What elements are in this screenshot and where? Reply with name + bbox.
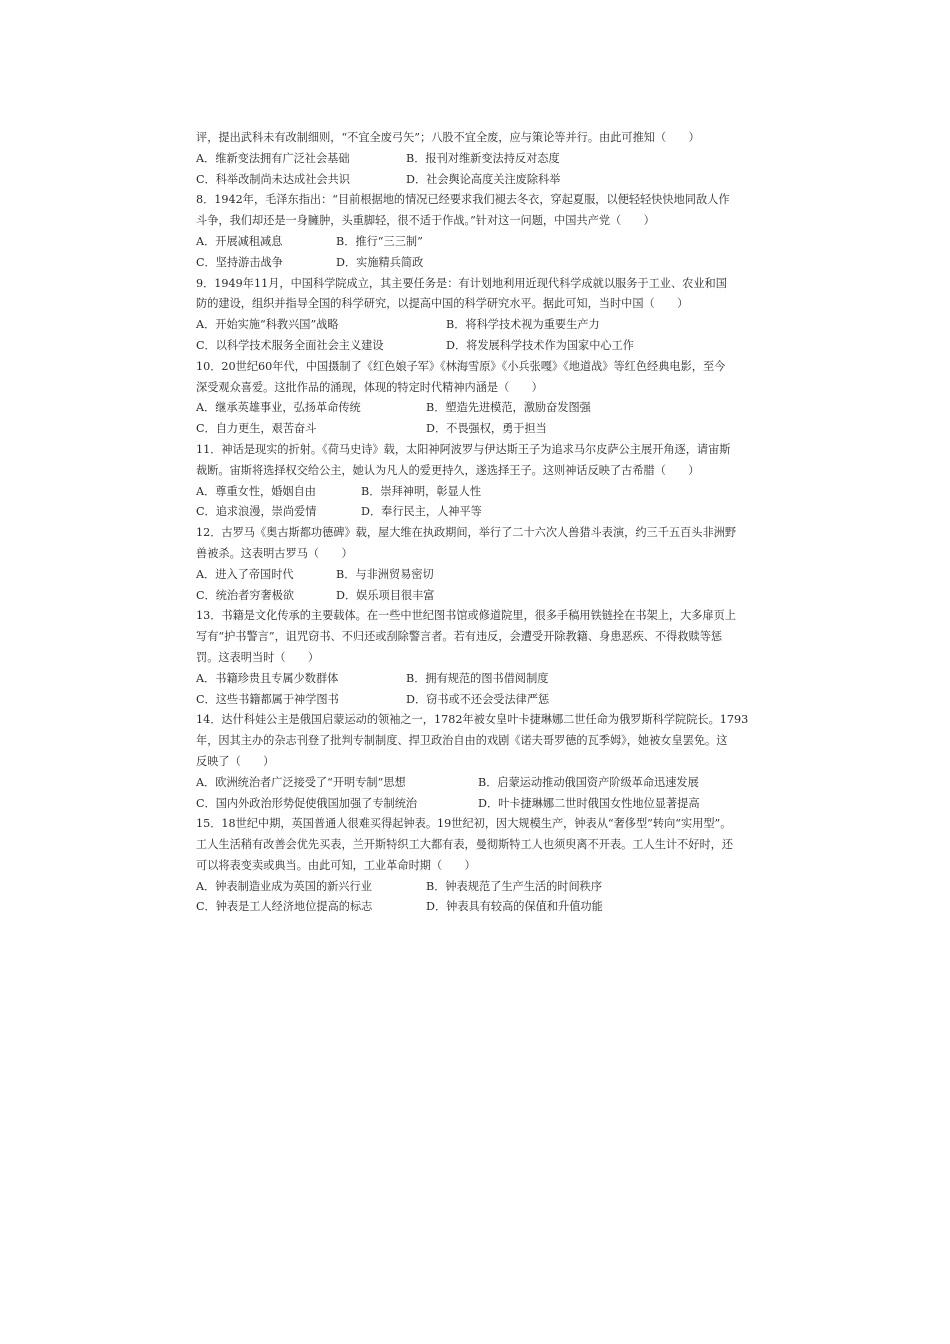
question-text-line: 兽被杀。这表明古罗马（ ） [196, 546, 353, 560]
options-row [196, 794, 756, 815]
question-text-line: 年，因其主办的杂志刊登了批判专制制度、捍卫政治自由的戏剧《诺夫哥罗德的瓦季姆》，她被女皇罢免。这 [196, 734, 728, 748]
options-row [196, 336, 756, 357]
question-text-line: 深受观众喜爱。这批作品的涌现，体现的特定时代精神内涵是（ ） [196, 380, 543, 394]
option-b: B．与非洲贸易密切 [336, 567, 434, 581]
question-text-line: 防的建设，组织并指导全国的科学研究，以提高中国的科学研究水平。据此可知，当时中国（ ） [196, 297, 689, 311]
option-d: D．将发展科学技术作为国家中心工作 [446, 338, 634, 352]
options-row [196, 232, 756, 253]
options-row [196, 398, 756, 419]
options-row [196, 669, 756, 690]
option-c: C．以科学技术服务全面社会主义建设 [196, 338, 384, 352]
options-row [196, 773, 756, 794]
question-text-line: 裁断。宙斯将选择权交给公主，她认为凡人的爱更持久，遂选择王子。这则神话反映了古希腊（ ） [196, 463, 700, 477]
option-a: A．尊重女性，婚姻自由 [196, 484, 316, 498]
options-row [196, 482, 756, 503]
option-b: B．推行“三三制” [336, 234, 423, 248]
question-15 [196, 814, 756, 918]
option-d: D．奉行民主，人神平等 [361, 505, 482, 519]
option-c: C．坚持游击战争 [196, 255, 283, 269]
option-b: B．塑造先进模范，激励奋发图强 [426, 401, 591, 415]
options-row [196, 586, 756, 607]
question-8 [196, 190, 756, 273]
options-row [196, 877, 756, 898]
question-text-line: 可以将表变卖或典当。由此可知，工业革命时期（ ） [196, 858, 476, 872]
question-text-line: 11．神话是现实的折射。《荷马史诗》载，太阳神阿波罗与伊达斯王子为追求马尔皮萨公主展开角逐，请宙斯 [196, 442, 731, 456]
question-14 [196, 710, 756, 814]
option-a: A．开始实施“科教兴国”战略 [196, 318, 339, 332]
options-row [196, 419, 756, 440]
option-b: B．拥有规范的图书借阅制度 [406, 671, 549, 685]
question-text-line: 罚。这表明当时（ ） [196, 650, 320, 664]
exam-questions [196, 128, 756, 918]
option-d: D．娱乐项目很丰富 [336, 588, 435, 602]
options-row [196, 565, 756, 586]
option-b: B．启蒙运动推动俄国资产阶级革命迅速发展 [478, 775, 699, 789]
option-b: B．钟表规范了生产生活的时间秩序 [426, 879, 603, 893]
question-text-line: 8．1942年，毛泽东指出：“目前根据地的情况已经要求我们褪去冬衣，穿起夏服，以便轻轻快快地同敌人作 [196, 193, 730, 207]
option-b: B．将科学技术视为重要生产力 [446, 318, 600, 332]
options-row [196, 253, 756, 274]
option-c: C．自力更生，艰苦奋斗 [196, 422, 317, 436]
option-a: A．进入了帝国时代 [196, 567, 294, 581]
options-row [196, 315, 756, 336]
question-text-line: 15．18世纪中期，英国普通人很难买得起钟表。19世纪初，因大规模生产，钟表从“奢侈型”转向“实用型”。 [196, 817, 732, 831]
options-row [196, 690, 756, 711]
question-12 [196, 523, 756, 606]
option-c: C．国内外政治形势促使俄国加强了专制统治 [196, 796, 418, 810]
option-a: A．钟表制造业成为英国的新兴行业 [196, 879, 372, 893]
question-text-line: 写有“护书警言”，诅咒窃书、不归还或刮除警言者。若有违反，会遭受开除教籍、身患恶疾、不得救赎等惩 [196, 630, 723, 644]
options-row [196, 897, 756, 918]
options-row [196, 170, 756, 191]
question-text-line: 13．书籍是文化传承的主要载体。在一些中世纪图书馆或修道院里，很多手稿用铁链拴在书架上，大多扉页上 [196, 609, 737, 623]
question-7-tail [196, 128, 756, 190]
question-text-line: 斗争，我们却还是一身臃肿，头重脚轻，很不适于作战。”针对这一问题，中国共产党（ ） [196, 214, 655, 228]
option-a: A．开展减租减息 [196, 234, 283, 248]
options-row [196, 149, 756, 170]
option-c: C．追求浪漫，崇尚爱情 [196, 505, 317, 519]
option-c: C．这些书籍都属于神学图书 [196, 692, 339, 706]
question-text-line: 反映了（ ） [196, 754, 275, 768]
option-b: B．崇拜神明，彰显人性 [361, 484, 482, 498]
question-text-line: 14．达什科娃公主是俄国启蒙运动的领袖之一，1782年被女皇叶卡捷琳娜二世任命为俄罗斯科学院院长。1793 [196, 713, 749, 727]
option-a: A．书籍珍贵且专属少数群体 [196, 671, 339, 685]
option-d: D．不畏强权，勇于担当 [426, 422, 547, 436]
option-c: C．钟表是工人经济地位提高的标志 [196, 900, 373, 914]
question-text-line: 12．古罗马《奥古斯都功德碑》载，屋大维在执政期间，举行了二十六次人兽猎斗表演，约三千五百头非洲野 [196, 526, 737, 540]
option-d: D．窃书或不还会受法律严惩 [406, 692, 550, 706]
question-text-line: 工人生活稍有改善会优先买表，兰开斯特织工大都有表，曼彻斯特工人也须臾离不开表。工人生计不好时，还 [196, 838, 734, 852]
option-d: D．实施精兵简政 [336, 255, 424, 269]
option-b: B．报刊对维新变法持反对态度 [406, 151, 560, 165]
question-13 [196, 606, 756, 710]
question-9 [196, 274, 756, 357]
option-d: D．社会舆论高度关注废除科举 [406, 172, 561, 186]
question-text-line: 评，提出武科未有改制细则，“不宜全废弓矢”；八股不宜全废，应与策论等并行。由此可推知（ ） [196, 131, 700, 144]
question-10 [196, 357, 756, 440]
question-text-line: 10．20世纪60年代，中国摄制了《红色娘子军》《林海雪原》《小兵张嘎》《地道战》等红色经典电影，至今 [196, 359, 726, 373]
question-text-line: 9．1949年11月，中国科学院成立，其主要任务是：有计划地利用近现代科学成就以服务于工业、农业和国 [196, 276, 727, 290]
option-d: D．钟表具有较高的保值和升值功能 [426, 900, 603, 914]
option-c: C．统治者穷奢极欲 [196, 588, 295, 602]
option-a: A．维新变法拥有广泛社会基础 [196, 151, 350, 165]
option-c: C．科举改制尚未达成社会共识 [196, 172, 350, 186]
question-11 [196, 440, 756, 523]
options-row [196, 502, 756, 523]
option-a: A．欧洲统治者广泛接受了“开明专制”思想 [196, 775, 406, 789]
option-d: D．叶卡捷琳娜二世时俄国女性地位显著提高 [478, 796, 700, 810]
option-a: A．继承英雄事业，弘扬革命传统 [196, 401, 361, 415]
